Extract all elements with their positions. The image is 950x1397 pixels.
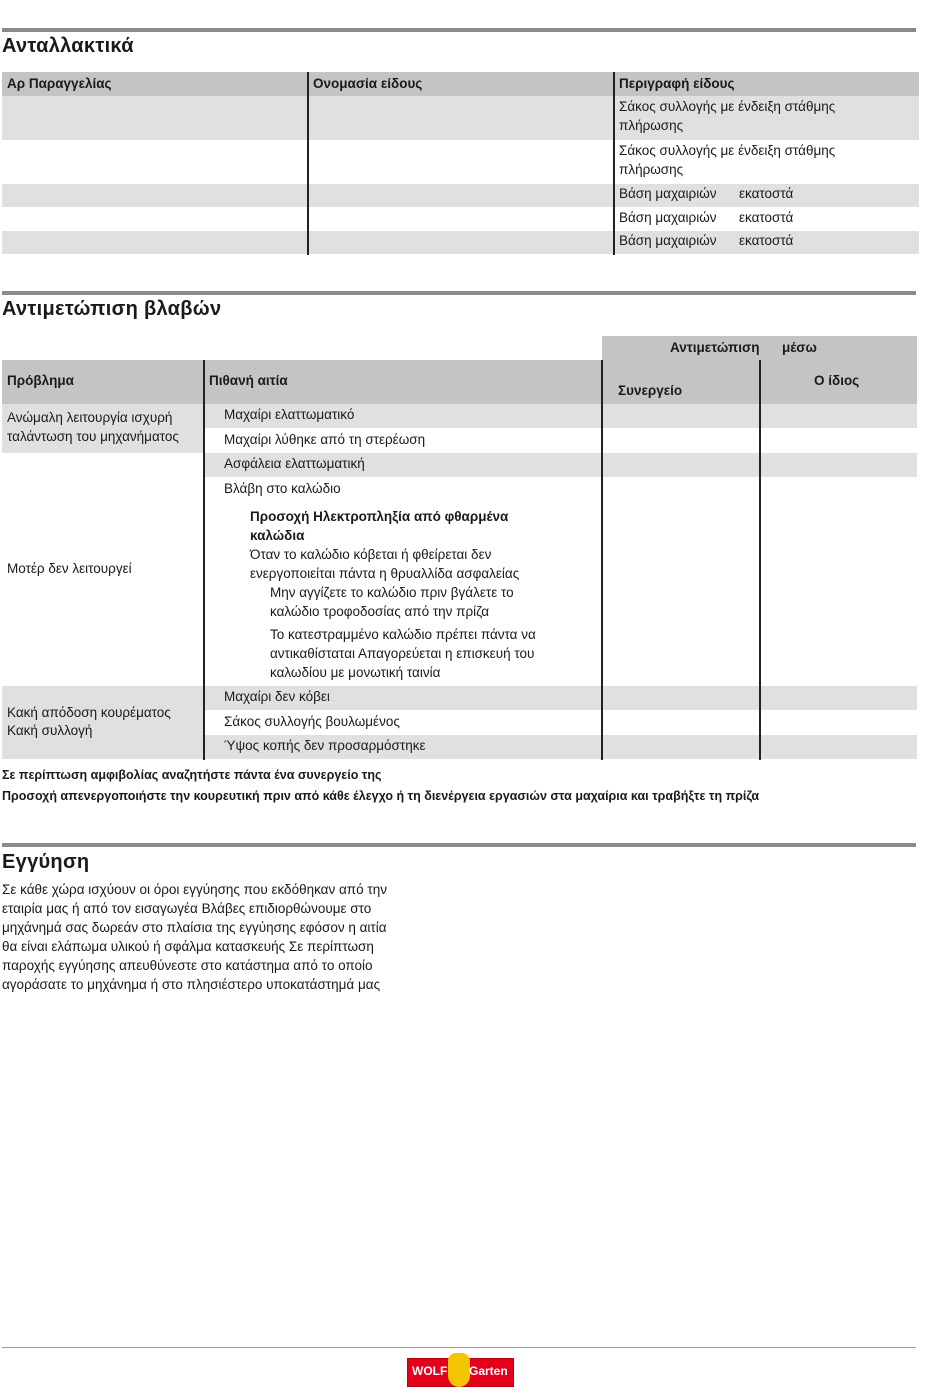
warning-text: καλωδίου με μονωτική ταινία	[270, 665, 441, 680]
column-divider	[307, 72, 309, 255]
warranty-line: θα είναι ελάπωμα υλικού ή σφάλμα κατασκευής Σε περίπτωση	[2, 939, 374, 954]
cause-text: Ύψος κοπής δεν προσαρμόστηκε	[224, 738, 426, 753]
cell-description: Βάση μαχαιριών εκατοστά	[619, 233, 794, 248]
cause-text: Βλάβη στο καλώδιο	[224, 481, 341, 496]
fox-icon	[448, 1353, 470, 1387]
logo-text: Garten	[469, 1364, 508, 1378]
cell-description: Βάση μαχαιριών εκατοστά	[619, 210, 794, 225]
warning-text: Το κατεστραμμένο καλώδιο πρέπει πάντα να	[270, 627, 536, 642]
spare-parts-heading: Ανταλλακτικά	[2, 35, 134, 57]
warning-text: Όταν το καλώδιο κόβεται ή φθείρεται δεν	[250, 547, 492, 562]
cause-text: Μαχαίρι δεν κόβει	[224, 689, 330, 704]
cause-text: Μαχαίρι ελαττωματικό	[224, 407, 355, 422]
problem-text: ταλάντωση του μηχανήματος	[7, 429, 179, 444]
problem-text: Κακή συλλογή	[7, 723, 93, 738]
note-text: Σε περίπτωση αμφιβολίας αναζητήστε πάντα ένα συνεργείο της	[2, 768, 382, 782]
warranty-heading: Εγγύηση	[2, 851, 90, 873]
remedy-header: Αντιμετώπιση μέσω	[670, 340, 817, 355]
footer-rule	[2, 1347, 916, 1348]
column-divider	[601, 360, 603, 760]
cause-text: Ασφάλεια ελαττωματική	[224, 456, 365, 471]
column-divider	[203, 360, 205, 760]
column-header: Πρόβλημα	[7, 373, 74, 388]
column-header: Πιθανή αιτία	[209, 373, 288, 388]
column-header: Αρ Παραγγελίας	[7, 76, 112, 91]
warning-title: Προσοχή Ηλεκτροπληξία από φθαρμένα	[250, 509, 509, 524]
spare-parts-table	[2, 72, 919, 255]
column-header: Περιγραφή είδους	[619, 76, 735, 91]
warranty-line: αγοράσατε το μηχάνημα ή στο πλησιέστερο υποκατάστημά μας	[2, 977, 381, 992]
section-rule	[2, 843, 916, 847]
column-divider	[759, 360, 761, 760]
section-rule	[2, 28, 916, 32]
wolf-garten-logo	[407, 1358, 514, 1387]
table-row	[2, 735, 917, 759]
warranty-line: εταιρία μας ή από τον εισαγωγέα Βλάβες επιδιορθώνουμε στο	[2, 901, 372, 916]
cell-description: Βάση μαχαιριών εκατοστά	[619, 186, 794, 201]
cause-text: Σάκος συλλογής βουλωμένος	[224, 714, 400, 729]
column-header: Συνεργείο	[618, 383, 683, 398]
problem-text: Μοτέρ δεν λειτουργεί	[7, 561, 132, 576]
cell-description: Σάκος συλλογής με ένδειξη στάθμης	[619, 143, 836, 158]
column-header: Ονομασία είδους	[313, 76, 423, 91]
warranty-text	[2, 880, 462, 994]
warning-text: ενεργοποιείται πάντα η θρυαλλίδα ασφαλείας	[250, 566, 520, 581]
warning-text: Μην αγγίζετε το καλώδιο πριν βγάλετε το	[270, 585, 514, 600]
warranty-line: Σε κάθε χώρα ισχύουν οι όροι εγγύησης που εκδόθηκαν από την	[2, 882, 387, 897]
warranty-line: μηχάνημά σας δωρεάν στο πλαίσια της εγγύησης εφόσον η αιτία	[2, 920, 387, 935]
cell-description: πλήρωσης	[619, 118, 684, 133]
problem-text: Ανώμαλη λειτουργία ισχυρή	[7, 410, 173, 425]
section-rule	[2, 291, 916, 295]
column-divider	[613, 72, 615, 255]
column-header: Ο ίδιος	[814, 373, 860, 388]
cause-text: Μαχαίρι λύθηκε από τη στερέωση	[224, 432, 426, 447]
note-text: Προσοχή απενεργοποιήστε την κουρευτική πριν από κάθε έλεγχο ή τη διενέργεια εργασιών στα μαχαίρια και τραβήξτε τη πρίζα	[2, 789, 760, 803]
logo-text: WOLF	[412, 1364, 448, 1378]
cell-description: Σάκος συλλογής με ένδειξη στάθμης	[619, 99, 836, 114]
troubleshooting-table	[2, 336, 917, 760]
warning-title: καλώδια	[250, 528, 305, 543]
cell-description: πλήρωσης	[619, 162, 684, 177]
problem-text: Κακή απόδοση κουρέματος	[7, 705, 171, 720]
table-header	[2, 72, 919, 96]
warning-text: αντικαθίσταται Απαγορεύεται η επισκευή του	[270, 646, 535, 661]
troubleshooting-heading: Αντιμετώπιση βλαβών	[2, 298, 222, 320]
table-header	[2, 360, 917, 404]
warranty-line: παροχής εγγύησης απευθύνεστε στο κατάστημα από το οποίο	[2, 958, 373, 973]
warning-text: καλώδιο τροφοδοσίας από την πρίζα	[270, 604, 490, 619]
